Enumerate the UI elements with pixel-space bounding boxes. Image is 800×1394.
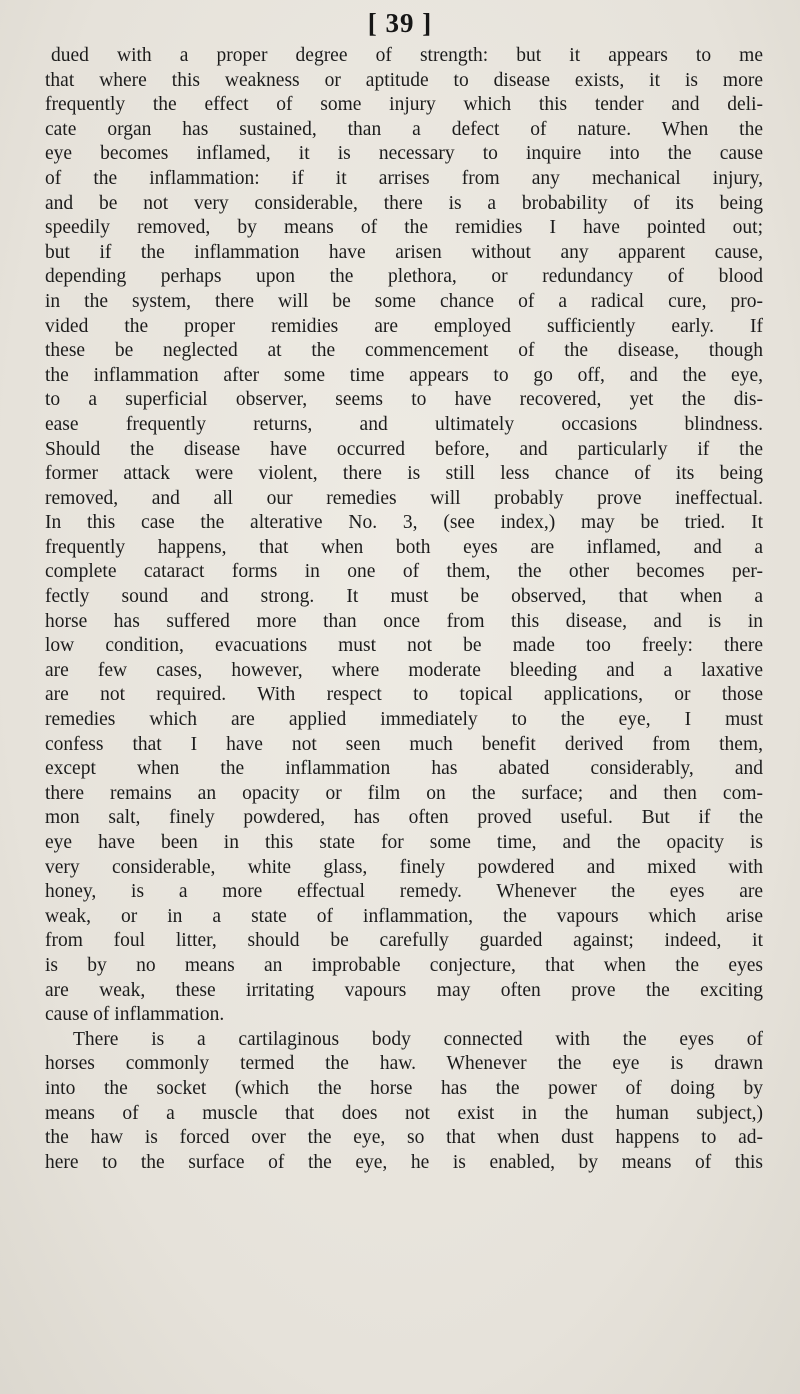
body-text xyxy=(45,44,763,1175)
text-line: In this case the alterative No. 3, (see index,) may be tried. It xyxy=(45,512,763,534)
text-line: are not required. With respect to topical applications, or those xyxy=(45,684,763,706)
text-line: to a superficial observer, seems to have recovered, yet the dis- xyxy=(45,389,763,411)
text-line: the inflammation after some time appears to go off, and the eye, xyxy=(45,364,763,386)
text-line: former attack were violent, there is still less chance of its being xyxy=(45,463,763,485)
text-line: honey, is a more effectual remedy. Whenever the eyes are xyxy=(45,881,763,903)
text-line: that where this weakness or aptitude to disease exists, it is more xyxy=(45,69,763,91)
text-line: are few cases, however, where moderate bleeding and a laxative xyxy=(45,659,763,681)
text-line: vided the proper remidies are employed sufficiently early. If xyxy=(45,315,763,337)
page-number: [ 39 ] xyxy=(367,8,433,38)
text-line: but if the inflammation have arisen without any apparent cause, xyxy=(45,241,763,263)
text-line: these be neglected at the commencement of the disease, though xyxy=(45,340,763,362)
text-line: remedies which are applied immediately to the eye, I must xyxy=(45,709,763,731)
text-line: dued with a proper degree of strength: but it appears to me xyxy=(51,45,763,66)
text-line: eye becomes inflamed, it is necessary to inquire into the cause xyxy=(45,143,763,165)
text-line: horse has suffered more than once from this disease, and is in xyxy=(45,610,763,632)
text-line: removed, and all our remedies will probably prove ineffectual. xyxy=(45,487,763,509)
text-line: and be not very considerable, there is a brobability of its being xyxy=(45,192,763,214)
text-line: except when the inflammation has abated considerably, and xyxy=(45,758,763,780)
text-line: confess that I have not seen much benefit derived from them, xyxy=(45,733,763,755)
text-line: the haw is forced over the eye, so that when dust happens to ad- xyxy=(45,1127,763,1149)
text-line: here to the surface of the eye, he is enabled, by means of this xyxy=(45,1151,763,1173)
text-line: eye have been in this state for some time, and the opacity is xyxy=(45,832,763,853)
text-line: there remains an opacity or film on the surface; and then com- xyxy=(45,782,763,804)
text-line: weak, or in a state of inflammation, the vapours which arise xyxy=(45,905,763,927)
text-line: speedily removed, by means of the remidies I have pointed out; xyxy=(45,217,763,239)
text-line: of the inflammation: if it arrises from any mechanical injury, xyxy=(45,167,763,189)
text-line: in the system, there will be some chance of a radical cure, pro- xyxy=(45,290,763,312)
text-line: mon salt, finely powdered, has often proved useful. But if the xyxy=(45,807,763,829)
text-line: fectly sound and strong. It must be observed, that when a xyxy=(45,586,763,608)
text-line: low condition, evacuations must not be made too freely: there xyxy=(45,635,763,657)
text-line: frequently the effect of some injury which this tender and deli- xyxy=(45,94,763,116)
text-line: frequently happens, that when both eyes are inflamed, and a xyxy=(45,536,763,558)
text-line: There is a cartilaginous body connected with the eyes of xyxy=(73,1028,763,1050)
text-line: very considerable, white glass, finely powdered and mixed with xyxy=(45,856,763,878)
text-line: ease frequently returns, and ultimately occasions blindness. xyxy=(45,413,763,435)
text-line: cause of inflammation. xyxy=(45,1004,225,1026)
text-line: means of a muscle that does not exist in the human subject,) xyxy=(45,1102,763,1124)
text-line: into the socket (which the horse has the power of doing by xyxy=(45,1077,763,1099)
text-line: depending perhaps upon the plethora, or redundancy of blood xyxy=(45,266,763,288)
text-line: cate organ has sustained, than a defect of nature. When the xyxy=(45,118,763,140)
text-line: are weak, these irritating vapours may often prove the exciting xyxy=(45,979,763,1001)
text-line: Should the disease have occurred before, and particularly if the xyxy=(45,438,763,460)
text-line: horses commonly termed the haw. Whenever the eye is drawn xyxy=(45,1053,763,1075)
text-line: complete cataract forms in one of them, the other becomes per- xyxy=(45,561,763,583)
text-line: from foul litter, should be carefully guarded against; indeed, it xyxy=(45,930,763,952)
text-line: is by no means an improbable conjecture, that when the eyes xyxy=(45,954,763,976)
